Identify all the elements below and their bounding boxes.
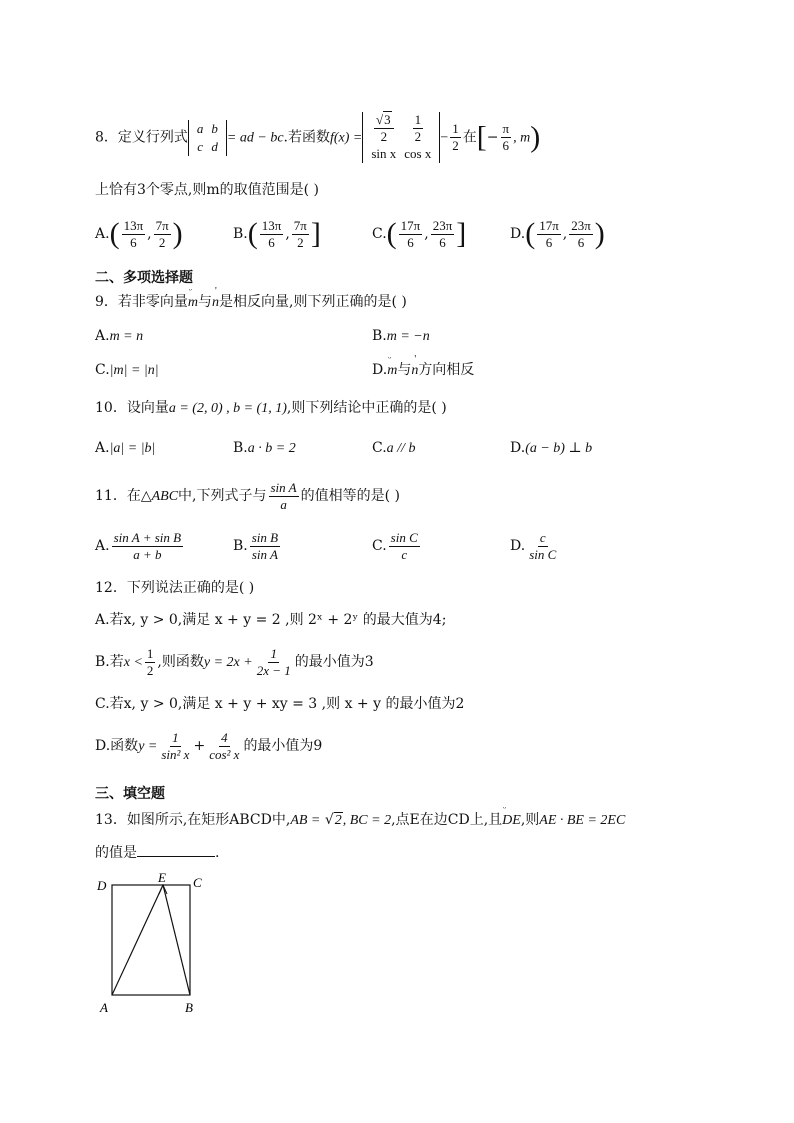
q8-line1: 8．定义行列式 a b c d = ad − bc.若函数f(x) = $\frac{√3}{2}$ $\frac{1}{2}$ sin x cos x − $\frac{1}{2}$ 在[− $\frac{\pi}{6}$ , m) [95,112,541,161]
q8-line2: 上恰有3个零点,则m的取值范围是( ) [95,182,320,198]
label-c: C [193,875,202,890]
q8-matrix: $\frac{√3}{2}$ $\frac{1}{2}$ sin x cos x [362,112,440,163]
q9-option-a[interactable]: A.m = n [95,328,144,344]
q12-option-b[interactable]: B.若x < $\frac{1}{2}$ ,则函数y = 2x + $\frac{1}{2x - 1}$ 的最小值为3 [95,645,374,678]
label-a: A [100,1000,108,1015]
q8-half: $\frac{1}{2}$ [452,121,459,153]
q13-line2: 的值是 . [95,842,219,863]
section-heading-multiple-choice: 二、多项选择题 [95,270,193,286]
q10-option-a[interactable]: A.|a| = |b| [95,440,156,456]
label-b: B [185,1000,193,1015]
q11-option-a[interactable]: A. $\frac{\text{sin A + sin B}}{a + b}$ [95,529,182,562]
rectangle-abcd [112,885,190,995]
q9-option-d[interactable]: D.ᵕ m与' n方向相反 [372,360,474,381]
q11-stem: 11．在△ABC中,下列式子与 $\frac{\text{sin A}}{a}$ 的值相等的是( ) [95,479,401,512]
q12-option-a[interactable]: A.若x, y > 0,满足 x + y = 2 ,则 2ˣ + 2ʸ 的最大值为4; [95,612,447,628]
segment-ae [112,885,163,995]
q9-option-c[interactable]: C.|m| = |n| [95,362,159,378]
rectangle-figure [95,870,225,1020]
q10-stem: 10．设向量a = (2, 0) , b = (1, 1),则下列结论中正确的是( ) [95,400,447,416]
q11-option-c[interactable]: C. $\frac{\text{sin C}}{c}$ [372,529,418,562]
q8-lead: 8．定义行列式 [95,129,188,146]
segment-be [163,885,190,995]
q11-option-d[interactable]: D. $\frac{c}{\text{sin C}}$ [510,529,557,562]
q13-stem: 13．如图所示,在矩形ABCD中,AB = √2, BC = 2,点E在边CD上,且ᵕ DE,则AE · BE = 2EC [95,810,625,831]
q8-option-a[interactable]: A.( $\frac{13\pi}{6}$ , $\frac{7\pi}{2}$ ) [95,217,183,250]
q10-option-b[interactable]: B.a · b = 2 [233,440,296,456]
q10-option-c[interactable]: C.a // b [372,440,416,456]
q8-option-c[interactable]: C.( $\frac{17\pi}{6}$ , $\frac{23\pi}{6}$ ] [372,217,467,250]
q9-option-b[interactable]: B.m = −n [372,328,430,344]
answer-blank[interactable] [137,842,215,857]
q8-determinant-def: a b c d [188,120,227,156]
q8-option-d[interactable]: D.( $\frac{17\pi}{6}$ , $\frac{23\pi}{6}$ ) [510,217,605,250]
label-d: D [97,878,107,893]
label-e: E [158,870,166,885]
section-heading-fill-blank: 三、填空题 [95,786,165,802]
q9-stem: 9．若非零向量ᵕ m与' n是相反向量,则下列正确的是( ) [95,292,407,313]
q12-stem: 12．下列说法正确的是( ) [95,580,255,596]
q8-f-lhs: f(x) = [329,130,363,146]
q12-option-d[interactable]: D.函数y = $\frac{1}{\text{sin² x}}$ + $\frac{4}{\text{cos² x}}$ 的最小值为9 [95,729,323,762]
q8-mid: .若函数 [283,129,330,146]
q10-option-d[interactable]: D.(a − b) ⊥ b [510,440,593,456]
q11-option-b[interactable]: B. $\frac{\text{sin B}}{\text{sin A}}$ [233,529,279,562]
q8-det-def: = ad − bc [226,130,284,146]
q8-option-b[interactable]: B.( $\frac{13\pi}{6}$ , $\frac{7\pi}{2}$ ] [233,217,321,250]
q12-option-c[interactable]: C.若x, y > 0,满足 x + y + xy = 3 ,则 x + y 的最小值为2 [95,696,465,712]
